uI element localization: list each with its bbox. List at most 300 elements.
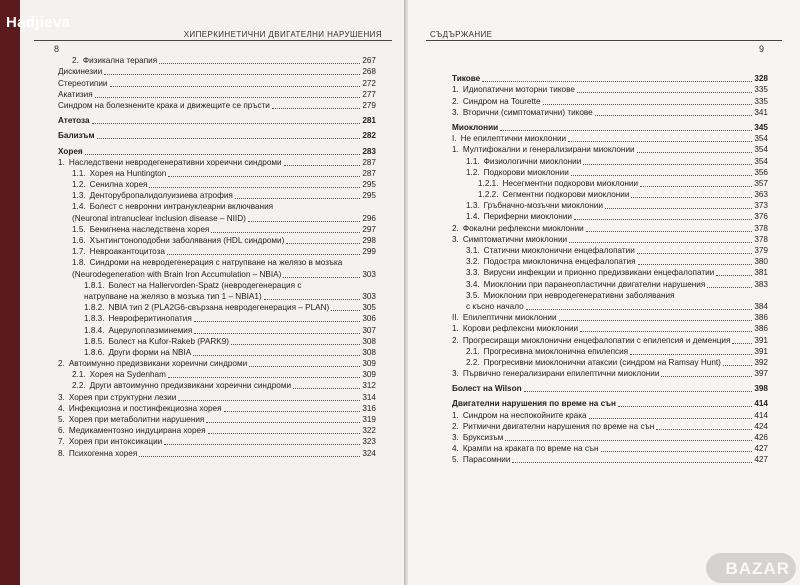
toc-entry-title: Парасомнии: [462, 455, 511, 465]
toc-entry-number: 3.: [452, 433, 459, 442]
right-running-head: СЪДЪРЖАНИЕ: [430, 30, 493, 39]
toc-entry-title: Миоклонии при паранеопластични двигателни нарушения: [483, 279, 706, 289]
toc-entry-title: Невроакантоцитоза: [89, 247, 165, 257]
toc-entry-page: 305: [362, 303, 376, 313]
toc-leader-dots: [595, 115, 753, 116]
toc-entry: [58, 302, 376, 313]
toc-entry-title: Акатизия: [58, 89, 93, 99]
toc-entry: [452, 234, 768, 245]
toc-entry-title: Епилептични миоклонии: [462, 313, 557, 323]
toc-leader-dots: [637, 253, 753, 254]
toc-leader-dots: [605, 208, 752, 209]
toc-entry: [452, 443, 768, 454]
toc-entry: [452, 454, 768, 465]
toc-entry-page: 335: [754, 96, 768, 106]
toc-entry-page: 298: [362, 236, 376, 245]
toc-entry-title: Други форми на NBIA: [108, 347, 192, 357]
toc-entry: [452, 383, 768, 394]
toc-entry-number: 1.2.: [72, 180, 86, 190]
toc-leader-dots: [159, 63, 360, 64]
toc-entry: [452, 334, 768, 345]
toc-entry-page: 426: [754, 433, 768, 442]
toc-entry-page: 324: [362, 448, 376, 458]
toc-leader-dots: [618, 406, 752, 407]
toc-entry-number: 4.: [452, 444, 459, 454]
toc-leader-dots: [194, 321, 361, 322]
toc-entry-page: 323: [362, 437, 376, 447]
toc-entry: [452, 107, 768, 118]
toc-entry-page: 303: [362, 269, 376, 279]
toc-entry-page: 316: [362, 403, 376, 413]
toc-entry-title: Синдром на Tourette: [462, 96, 541, 106]
toc-entry: [452, 245, 768, 256]
toc-entry-number: 1.5.: [72, 224, 86, 234]
toc-leader-dots: [586, 231, 753, 232]
toc-entry-number: 1.2.1.: [478, 178, 499, 188]
toc-leader-dots: [95, 97, 361, 98]
toc-entry-page: 287: [362, 168, 376, 178]
toc-entry: [452, 122, 768, 133]
toc-entry-title: Не епилептични миоклонии: [460, 134, 567, 144]
toc-entry-number: 1.: [452, 145, 459, 155]
toc-entry: [58, 212, 376, 223]
toc-leader-dots: [272, 108, 360, 109]
toc-entry: [58, 391, 376, 402]
toc-entry-page: 378: [754, 223, 768, 233]
toc-leader-dots: [589, 418, 753, 419]
toc-entry: [452, 95, 768, 106]
toc-entry-title: Вторични (симптоматични) тикове: [462, 107, 593, 117]
toc-entry: [58, 100, 376, 111]
toc-entry-title: натрупване на желязо в мозъка тип 1 – NBIA1): [84, 291, 262, 301]
toc-entry-page: 373: [754, 201, 768, 211]
toc-leader-dots: [139, 456, 360, 457]
toc-leader-dots: [723, 365, 752, 366]
toc-entry-title: Прогресивни миоклонични атаксии (синдром на Ramsay Hunt): [483, 357, 721, 367]
toc-entry-title: Двигателни нарушения по време на сън: [452, 399, 616, 409]
toc-entry-number: 1.6.: [72, 236, 86, 245]
toc-entry-page: 414: [754, 399, 768, 409]
toc-entry: [58, 201, 376, 212]
toc-entry-page: 297: [362, 224, 376, 234]
toc-entry-number: 3.3.: [466, 268, 480, 278]
toc-entry: [452, 398, 768, 409]
toc-entry-page: 357: [754, 178, 768, 188]
toc-entry: [58, 235, 376, 246]
toc-entry: [452, 84, 768, 95]
toc-entry: [58, 347, 376, 358]
toc-leader-dots: [583, 164, 752, 165]
left-header-rule: [34, 40, 392, 41]
toc-entry-title: Хорея: [58, 146, 83, 156]
toc-leader-dots: [574, 219, 752, 220]
toc-entry-title: Други автоимунно предизвикани хореични синдроми: [89, 381, 292, 391]
toc-entry: [452, 432, 768, 443]
toc-entry: [452, 178, 768, 189]
toc-entry: [452, 211, 768, 222]
toc-entry-title: Тикове: [452, 74, 481, 84]
toc-entry-page: 281: [362, 116, 376, 126]
toc-entry-title: Периферни миоклонии: [483, 212, 572, 222]
toc-entry-page: 378: [754, 234, 768, 244]
toc-entry: [452, 312, 768, 323]
toc-entry-number: 5.: [452, 455, 459, 465]
toc-entry-number: 1.8.3.: [84, 314, 105, 324]
toc-entry: [58, 89, 376, 100]
toc-leader-dots: [331, 310, 360, 311]
toc-leader-dots: [92, 123, 361, 124]
toc-entry-page: 424: [754, 421, 768, 431]
toc-entry-page: 354: [754, 134, 768, 144]
toc-entry: [452, 155, 768, 166]
toc-entry-number: 1.8.2.: [84, 303, 105, 313]
toc-entry-title: Инфекциозна и постинфекциозна хорея: [68, 403, 222, 413]
toc-entry-number: 1.3.: [466, 201, 480, 211]
toc-entry-title: Болест на Hallervorden-Spatz (невродегенерация с: [108, 280, 302, 290]
toc-leader-dots: [505, 440, 752, 441]
toc-entry: [452, 301, 768, 312]
toc-entry-title: Ацерулоплазминемия: [108, 325, 193, 335]
toc-entry-title: Бализъм: [58, 131, 95, 141]
toc-entry: [452, 290, 768, 301]
toc-leader-dots: [224, 411, 361, 412]
toc-entry-title: Наследствени невродегенеративни хореични синдроми: [68, 157, 282, 167]
toc-entry-number: 2.1.: [466, 346, 480, 356]
toc-entry: [58, 380, 376, 391]
toc-leader-dots: [543, 104, 753, 105]
toc-entry-title: Корови рефлексни миоклонии: [462, 324, 579, 334]
toc-entry-page: 363: [754, 190, 768, 200]
toc-entry-page: 386: [754, 324, 768, 334]
toc-entry-page: 341: [754, 107, 768, 117]
toc-entry-number: 7.: [58, 437, 65, 447]
toc-entry-page: 322: [362, 426, 376, 436]
toc-leader-dots: [512, 462, 752, 463]
toc-entry-title: Физикална терапия: [82, 56, 158, 66]
toc-entry-number: 3.5.: [466, 290, 480, 300]
toc-entry: [58, 224, 376, 235]
toc-entry: [58, 324, 376, 335]
toc-entry-number: 2.: [452, 223, 459, 233]
toc-entry-page: 354: [754, 156, 768, 166]
toc-leader-dots: [568, 141, 752, 142]
toc-entry-number: 4.: [58, 403, 65, 413]
toc-entry: [452, 357, 768, 368]
toc-entry-title: Болест на Kufor-Rakeb (PARK9): [108, 336, 229, 346]
toc-entry-title: Болест на Wilson: [452, 384, 522, 394]
toc-entry-title: Хорея при метаболитни нарушения: [68, 415, 205, 424]
toc-entry-title: Дискинезии: [58, 67, 103, 77]
toc-entry-title: Фокални рефлексни миоклонии: [462, 223, 584, 233]
toc-entry: [58, 77, 376, 88]
toc-entry-title: Симптоматични миоклонии: [462, 234, 568, 244]
toc-entry-number: 3.: [58, 392, 65, 402]
toc-entry-title: Стереотипии: [58, 78, 108, 88]
toc-entry-title: Подкорови миоклонии: [483, 167, 569, 177]
toc-leader-dots: [580, 331, 752, 332]
toc-entry-title: Атетоза: [58, 116, 90, 126]
toc-entry-page: 427: [754, 444, 768, 454]
left-toc-list: [58, 55, 376, 459]
toc-entry-page: 379: [754, 246, 768, 255]
toc-entry-number: 1.1.: [466, 156, 480, 166]
toc-entry-number: I.: [452, 134, 457, 144]
toc-entry: [452, 144, 768, 155]
toc-entry: [452, 189, 768, 200]
toc-entry: [58, 115, 376, 126]
toc-entry-title: Синдром на неспокойните крака: [462, 410, 587, 420]
toc-entry-number: 1.8.: [72, 258, 86, 268]
toc-entry-number: 3.: [452, 234, 459, 244]
toc-entry-page: 306: [362, 314, 376, 324]
toc-entry-page: 296: [362, 213, 376, 223]
bazar-logo: BAZAR: [725, 559, 790, 578]
toc-leader-dots: [707, 287, 752, 288]
toc-entry: [452, 421, 768, 432]
toc-entry-page: 398: [754, 384, 768, 394]
toc-entry-page: 376: [754, 212, 768, 222]
toc-entry-title: Несегментни подкорови миоклонии: [502, 178, 639, 188]
toc-entry-title: Денторубропалидолуизиева атрофия: [89, 191, 233, 201]
toc-entry-title: Автоимунно предизвикани хореични синдроми: [68, 359, 248, 369]
toc-entry-title: Хорея при структурни лезии: [68, 392, 177, 402]
toc-entry-title: NBIA тип 2 (PLA2G6-свързана невродегенерация – PLAN): [108, 303, 330, 313]
toc-entry-page: 268: [362, 67, 376, 77]
toc-entry-number: 2.: [58, 359, 65, 369]
toc-entry: [58, 291, 376, 302]
toc-entry-title: Болест с невронни интрануклеарни включвания: [89, 202, 274, 212]
toc-entry: [58, 414, 376, 425]
toc-entry-page: 267: [362, 56, 376, 66]
right-page-number: 9: [758, 44, 764, 54]
toc-leader-dots: [178, 400, 360, 401]
toc-entry: [58, 280, 376, 291]
toc-entry-title: Медикаментозно индуцирана хорея: [68, 426, 206, 436]
toc-entry-page: 279: [362, 100, 376, 110]
toc-leader-dots: [97, 138, 361, 139]
toc-leader-dots: [206, 422, 360, 423]
toc-entry-number: 8.: [58, 448, 65, 458]
toc-entry-number: 1.8.1.: [84, 280, 105, 290]
toc-entry: [58, 447, 376, 458]
toc-entry-title: Идиопатични моторни тикове: [462, 85, 575, 95]
toc-entry: [452, 278, 768, 289]
toc-entry-number: 1.: [452, 410, 459, 420]
toc-entry: [58, 157, 376, 168]
toc-entry: [452, 368, 768, 379]
left-page-number: 8: [54, 44, 60, 54]
toc-entry-page: 308: [362, 347, 376, 357]
toc-entry-number: 2.1.: [72, 370, 86, 380]
toc-entry: [452, 267, 768, 278]
toc-entry-number: 1.: [58, 157, 65, 167]
toc-entry-number: 3.2.: [466, 257, 480, 267]
toc-leader-dots: [630, 354, 752, 355]
toc-leader-dots: [149, 187, 360, 188]
toc-entry-title: Крампи на краката по време на сън: [462, 444, 599, 454]
toc-entry-number: 2.2.: [466, 357, 480, 367]
toc-entry-number: 1.8.4.: [84, 325, 105, 335]
toc-leader-dots: [85, 154, 361, 155]
toc-entry-page: 384: [754, 301, 768, 311]
toc-entry-page: 383: [754, 279, 768, 289]
toc-entry-title: Физиологични миоклонии: [483, 156, 582, 166]
toc-leader-dots: [110, 86, 361, 87]
left-running-head: ХИПЕРКИНЕТИЧНИ ДВИГАТЕЛНИ НАРУШЕНИЯ: [183, 30, 382, 39]
toc-entry: [58, 336, 376, 347]
toc-leader-dots: [167, 254, 360, 255]
toc-entry-number: 1.4.: [72, 202, 86, 212]
toc-entry-number: 1.4.: [466, 212, 480, 222]
toc-entry-page: 397: [754, 369, 768, 379]
toc-leader-dots: [293, 388, 360, 389]
toc-entry-title: с късно начало: [466, 301, 524, 311]
toc-leader-dots: [249, 366, 360, 367]
toc-entry-number: 1.: [452, 85, 459, 95]
toc-entry-page: 427: [754, 455, 768, 465]
toc-leader-dots: [656, 429, 752, 430]
toc-entry-page: 303: [362, 291, 376, 301]
toc-entry-title: Невроферитинопатия: [108, 314, 192, 324]
toc-entry-page: 295: [362, 191, 376, 201]
toc-entry-page: 308: [362, 336, 376, 346]
toc-leader-dots: [284, 165, 361, 166]
toc-leader-dots: [208, 433, 361, 434]
toc-entry-page: 307: [362, 325, 376, 335]
toc-entry-title: Хорея на Sydenham: [89, 370, 166, 380]
toc-leader-dots: [482, 81, 752, 82]
toc-entry: [58, 369, 376, 380]
toc-entry-number: 1.8.6.: [84, 347, 105, 357]
toc-leader-dots: [638, 264, 753, 265]
toc-entry: [452, 133, 768, 144]
toc-entry-title: Синдроми на невродегенерация с натрупване на желязо в мозъка: [89, 258, 343, 268]
toc-entry-page: 386: [754, 313, 768, 323]
toc-leader-dots: [283, 277, 360, 278]
toc-entry-number: 1.: [452, 324, 459, 334]
toc-entry-title: Миоклонии: [452, 122, 499, 132]
right-header-rule: [426, 40, 782, 41]
toc-entry: [58, 358, 376, 369]
toc-entry-number: 2.: [452, 421, 459, 431]
toc-entry: [58, 55, 376, 66]
toc-leader-dots: [559, 320, 753, 321]
toc-entry: [58, 257, 376, 268]
toc-entry: [452, 346, 768, 357]
toc-entry-title: Ритмични двигателни нарушения по време на сън: [462, 421, 655, 431]
toc-leader-dots: [500, 130, 752, 131]
toc-entry-page: 328: [754, 74, 768, 84]
toc-entry: [58, 268, 376, 279]
toc-entry-page: 391: [754, 346, 768, 356]
toc-entry: [452, 256, 768, 267]
toc-entry-title: Синдром на болезнените крака и движещите се пръсти: [58, 100, 270, 110]
toc-entry: [452, 73, 768, 84]
toc-entry: [58, 436, 376, 447]
toc-entry-title: Миоклонии при невродегенеративни заболявания: [483, 290, 675, 300]
toc-leader-dots: [524, 391, 753, 392]
toc-entry: [452, 409, 768, 420]
toc-entry-page: 282: [362, 131, 376, 141]
toc-leader-dots: [193, 355, 360, 356]
toc-entry-page: 391: [754, 335, 768, 345]
toc-leader-dots: [286, 243, 360, 244]
toc-entry: [58, 179, 376, 190]
toc-entry-title: Вирусни инфекции и прионно предизвикани енцефалопатии: [483, 268, 715, 278]
toc-leader-dots: [264, 299, 361, 300]
toc-entry-number: 3.: [452, 369, 459, 379]
toc-entry-number: 1.2.2.: [478, 190, 499, 200]
toc-entry-title: Хорея при интоксикации: [68, 437, 163, 447]
toc-entry-title: Сегментни подкорови миоклонии: [502, 190, 630, 200]
toc-entry-number: 2.: [452, 96, 459, 106]
toc-entry-title: (Neuronal intranuclear inclusion disease – NIID): [72, 213, 246, 223]
toc-entry-page: 381: [754, 268, 768, 278]
toc-entry-title: Сенилна хорея: [89, 180, 148, 190]
toc-entry: [58, 190, 376, 201]
toc-entry-page: 319: [362, 415, 376, 424]
toc-entry-page: 354: [754, 145, 768, 155]
toc-leader-dots: [164, 444, 360, 445]
toc-entry-title: Статични миоклонични енцефалопатии: [483, 246, 635, 255]
toc-leader-dots: [168, 176, 360, 177]
toc-leader-dots: [104, 74, 360, 75]
toc-entry-number: 3.: [452, 107, 459, 117]
toc-entry-number: 1.8.5.: [84, 336, 105, 346]
toc-entry-page: 283: [362, 146, 376, 156]
toc-entry-number: 1.7.: [72, 247, 86, 257]
toc-leader-dots: [194, 333, 360, 334]
toc-entry-title: Прогресиращи миоклонични енцефалопатии с епилепсия и деменция: [462, 335, 731, 345]
toc-entry-page: 335: [754, 85, 768, 95]
toc-entry-number: 2.: [452, 335, 459, 345]
toc-leader-dots: [631, 197, 752, 198]
toc-leader-dots: [577, 92, 752, 93]
toc-entry-page: 309: [362, 370, 376, 380]
toc-entry-page: 277: [362, 89, 376, 99]
toc-entry-page: 414: [754, 410, 768, 420]
toc-entry-title: Първично генерализирани епилептични миоклонии: [462, 369, 660, 379]
toc-entry-page: 356: [754, 167, 768, 177]
toc-entry-title: Мултифокални и генерализирани миоклонии: [462, 145, 635, 155]
left-book-page: [20, 0, 406, 585]
right-toc-list: [452, 73, 768, 465]
toc-entry: [452, 323, 768, 334]
toc-leader-dots: [168, 377, 360, 378]
toc-entry-number: 5.: [58, 415, 65, 424]
toc-entry-number: 1.2.: [466, 167, 480, 177]
toc-leader-dots: [248, 221, 360, 222]
toc-entry: [58, 66, 376, 77]
toc-entry-page: 299: [362, 247, 376, 257]
toc-entry: [452, 167, 768, 178]
toc-entry-page: 314: [362, 392, 376, 402]
toc-entry: [452, 222, 768, 233]
toc-entry: [58, 130, 376, 141]
watermark-text: Hadjieva: [6, 14, 71, 31]
toc-entry-number: 2.2.: [72, 381, 86, 391]
toc-leader-dots: [571, 175, 753, 176]
toc-leader-dots: [601, 451, 753, 452]
toc-entry-number: 1.3.: [72, 191, 86, 201]
toc-entry: [58, 145, 376, 156]
toc-entry-page: 295: [362, 180, 376, 190]
toc-leader-dots: [716, 275, 752, 276]
toc-entry-title: Психогенна хорея: [68, 448, 138, 458]
toc-entry: [58, 313, 376, 324]
toc-entry-title: Подостра миоклонична енцефалопатия: [483, 257, 636, 267]
toc-entry-title: Бенигнена наследствена хорея: [89, 224, 210, 234]
